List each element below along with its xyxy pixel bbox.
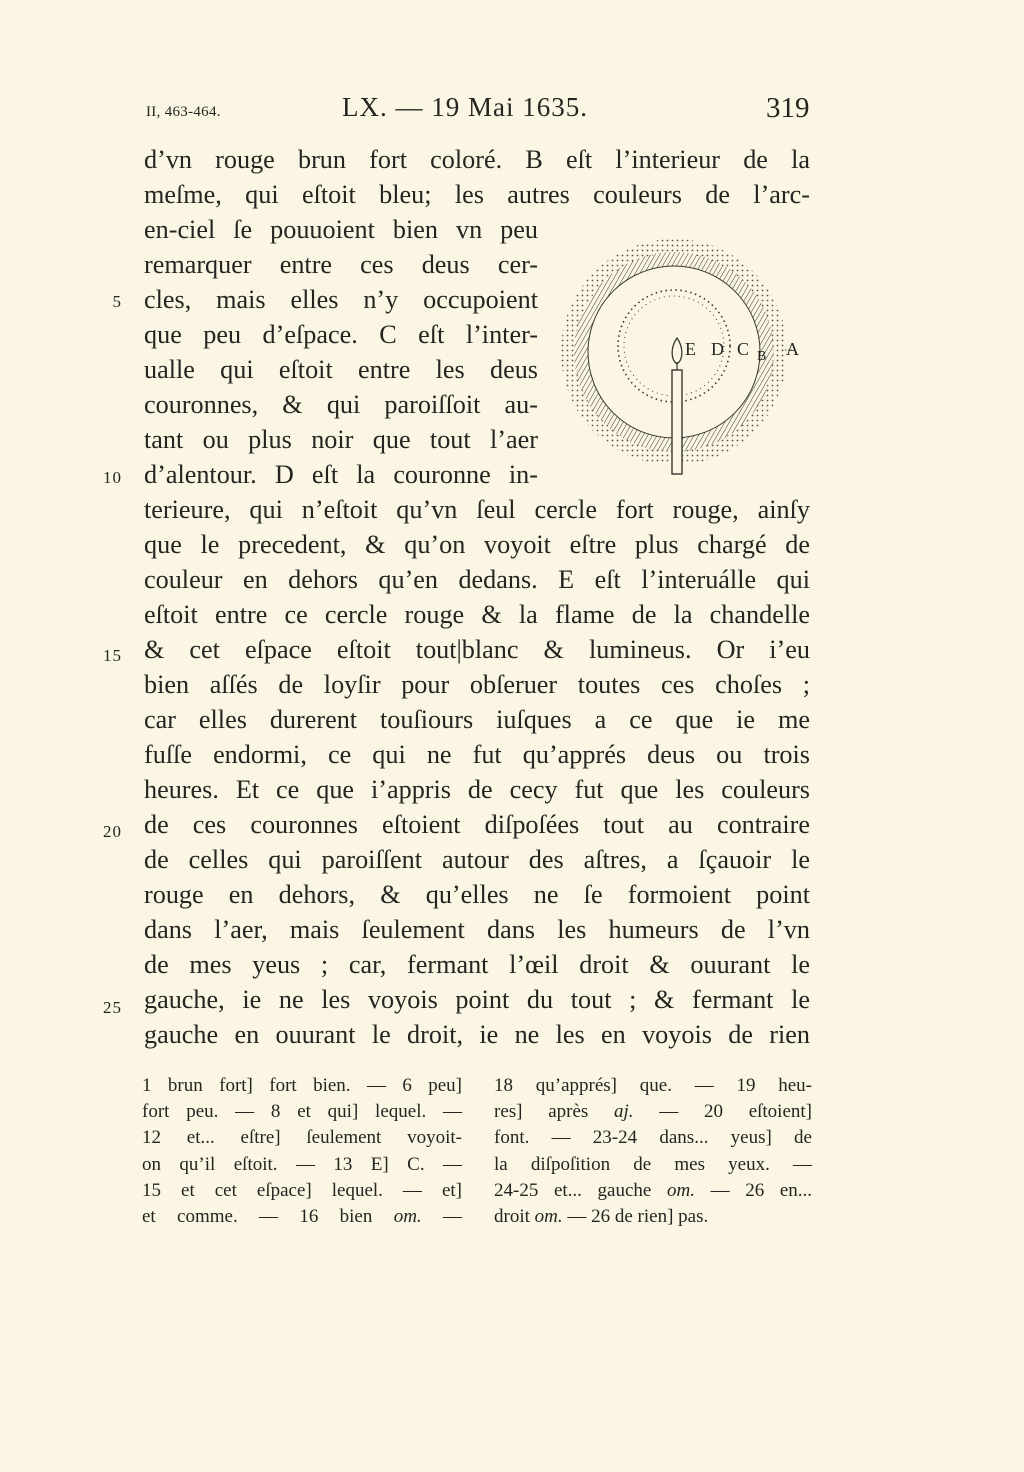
running-header [0, 88, 1024, 132]
figure-label-A: A [786, 339, 799, 359]
text-line: que peu d’eſpace. C eſt l’inter- [144, 320, 538, 349]
line-number: 5 [112, 292, 122, 311]
text-line: de celles qui paroiſſent autour des aſtres, a ſçauoir le [144, 845, 810, 874]
note-line [494, 1204, 812, 1230]
text-line: rouge en dehors, & qu’elles ne ſe formoient point [144, 880, 810, 909]
text-line: car elles durerent touſiours iuſques a ce que ie me [144, 705, 810, 734]
note-line: font. — 23-24 dans... yeus] de [494, 1127, 812, 1149]
note-text: — 20 eſtoient] [633, 1101, 813, 1123]
text-line: dans l’aer, mais ſeulement dans les humeurs de l’vn [144, 915, 810, 944]
note-line: 1 brun fort] fort bien. — 6 peu] [142, 1075, 462, 1096]
text-line: tant ou plus noir que tout l’aer [144, 425, 538, 454]
note-text: — 26 en... [694, 1179, 813, 1201]
text-line: bien aſſés de loyſir pour obſeruer toutes ces choſes ; [144, 670, 810, 699]
text-line: d’alentour. D eſt la couronne in- [144, 460, 538, 489]
note-line: fort peu. — 8 et qui] lequel. — [142, 1101, 462, 1123]
note-text: et comme. — 16 bien [142, 1205, 394, 1227]
note-italic: om. [666, 1179, 695, 1201]
figure-label-D: D [711, 339, 724, 359]
text-line: de ces couronnes eſtoient diſpoſées tout au contraire [144, 810, 810, 839]
figure-label-B: B [757, 349, 767, 364]
header-title: LX. — 19 Mai 1635. [342, 92, 588, 122]
text-line: remarquer entre ces deus cer- [144, 250, 538, 279]
text-line: terieure, qui n’eſtoit qu’vn ſeul cercle fort rouge, ainſy [144, 495, 810, 524]
text-line: meſme, qui eſtoit bleu; les autres couleurs de l’arc- [144, 180, 810, 209]
text-line: cles, mais elles n’y occupoient [144, 285, 538, 314]
note-line: on qu’il eſtoit. — 13 E] C. — [142, 1153, 462, 1175]
line-number: 25 [103, 998, 122, 1017]
text-line: d’vn rouge brun fort coloré. B eſt l’interieur de la [144, 145, 810, 174]
line-number: 20 [103, 822, 122, 841]
text-line: gauche en ouurant le droit, ie ne les en voyois de rien [144, 1020, 810, 1049]
figure-label-C: C [737, 339, 750, 359]
note-text: — [421, 1205, 462, 1227]
figure-label-E: E [685, 339, 696, 359]
text-line: de mes yeus ; car, fermant l’œil droit & ouurant le [144, 950, 810, 979]
text-line: ualle qui eſtoit entre les deus [144, 355, 538, 384]
note-text: — 26 de rien] pas. [562, 1205, 709, 1227]
note-line: 12 et... eſtre] ſeulement voyoit- [142, 1127, 462, 1149]
notes-right-column [494, 1073, 812, 1230]
text-line: couleur en dehors qu’en dedans. E eſt l’interuálle qui [144, 565, 810, 594]
note-italic: aj. [614, 1101, 634, 1123]
note-line [142, 1204, 462, 1230]
line-number: 10 [103, 468, 122, 487]
note-text: res] après [494, 1101, 615, 1123]
text-line: en-ciel ſe pouuoient bien vn peu [144, 215, 538, 244]
text-line: que le precedent, & qu’on voyoit eſtre plus chargé de [144, 530, 810, 559]
note-text: droit [494, 1205, 535, 1227]
text-line: eſtoit entre ce cercle rouge & la flame de la chandelle [144, 600, 810, 629]
note-line: 15 et cet eſpace] lequel. — et] [142, 1179, 462, 1201]
note-text: 24-25 et... gauche [494, 1179, 667, 1201]
page-number: 319 [766, 92, 810, 124]
text-line: gauche, ie ne les voyois point du tout ; & fermant le [144, 985, 810, 1014]
note-italic: om. [534, 1205, 563, 1227]
note-line [494, 1178, 812, 1204]
note-line [494, 1099, 812, 1125]
text-line: couronnes, & qui paroiſſoit au- [144, 390, 538, 419]
line-number: 15 [103, 646, 122, 665]
note-line: la diſpoſition de mes yeux. — [494, 1153, 812, 1175]
note-italic: om. [393, 1205, 422, 1227]
text-line: & cet eſpace eſtoit tout|blanc & lumineus. Or i’eu [144, 635, 810, 664]
candle-halo-figure [556, 234, 816, 478]
header-volume-ref: II, 463-464. [146, 104, 221, 120]
text-line: fuſſe endormi, ce qui ne fut qu’apprés deus ou trois [144, 740, 810, 769]
text-line: heures. Et ce que i’appris de cecy fut que les couleurs [144, 775, 810, 804]
note-line: 18 qu’apprés] que. — 19 heu- [494, 1075, 812, 1096]
notes-left-column [142, 1073, 462, 1230]
